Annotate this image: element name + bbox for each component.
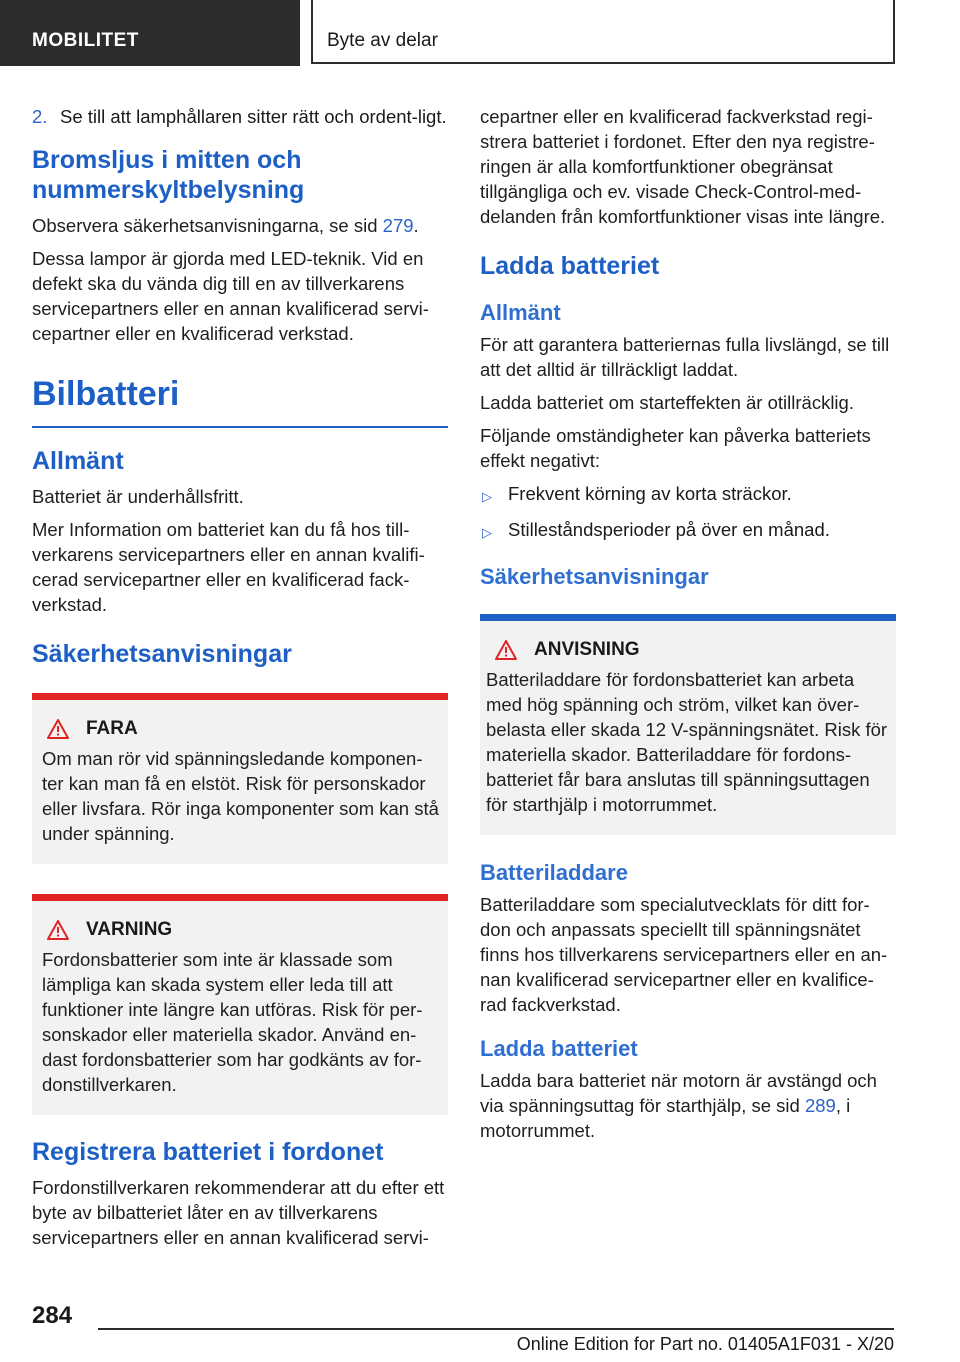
danger-text: Om man rör vid spänningsledande komponen-ter kan man få en elstöt. Risk för personskador eller livsfara. Rör inga komponenter som kan stå under spänning.	[42, 748, 439, 844]
warning-box	[32, 894, 448, 1115]
step-number: 2.	[32, 106, 48, 127]
notice-label: ANVISNING	[534, 639, 640, 660]
danger-header	[38, 718, 440, 740]
paragraph-text: .	[413, 215, 419, 236]
list-item-text: Stilleståndsperioder på över en månad.	[508, 519, 830, 540]
warning-text: Fordonsbatterier som inte är klassade som lämpliga kan skada system eller leda till att funktioner inte längre kan utföras. Risk för per-sonskador eller materiella skador. Använd en-dast fordonsbatterier som har godkänts av for-donstillverkaren.	[42, 949, 423, 1095]
heading-batteriladdare: Batteriladdare	[480, 860, 628, 885]
triangle-bullet-icon: ▷	[482, 525, 492, 540]
warning-triangle-icon	[494, 639, 518, 661]
step-text: Se till att lamphållaren sitter rätt och ordent-ligt.	[60, 106, 447, 127]
danger-box	[32, 693, 448, 864]
paragraph-batteriladdare: Batteriladdare som specialutvecklats för ditt for-don och anpassats speciellt till spänningsnätet finns hos tillverkarens servicepartners eller en an-nan kvalificerad servicepartner eller en kvalifice-rad fackverkstad.	[480, 894, 888, 1015]
heading-allmant: Allmänt	[32, 447, 124, 475]
section-tab: MOBILITET	[0, 0, 300, 66]
paragraph-led: Dessa lampor är gjorda med LED-teknik. Vid en defekt ska du vända dig till en av tillverkarens servicepartners eller en annan kvalificerad servi-cepartner eller en kvalificerad verkstad.	[32, 248, 429, 344]
heading-ladda-batteriet: Ladda batteriet	[480, 252, 660, 280]
warning-triangle-icon	[46, 919, 70, 941]
paragraph-ladda-bara	[480, 1068, 896, 1143]
heading-ladda-batteriet-2: Ladda batteriet	[480, 1036, 638, 1061]
footer-divider	[98, 1328, 894, 1330]
right-column	[480, 104, 896, 1151]
left-column	[32, 104, 448, 1258]
page-link-289[interactable]: 289	[804, 1095, 836, 1116]
footer-edition: Online Edition for Part no. 01405A1F031 - X/20	[516, 1334, 894, 1354]
notice-box	[480, 614, 896, 835]
paragraph-text: , i motorrummet.	[480, 1095, 851, 1141]
notice-text: Batteriladdare för fordonsbatteriet kan arbeta med hög spänning och ström, vilket kan över-belasta eller skada 12 V-spänningsnätet. Risk för materiella skador. Batteriladdare för fordons-batteriet får bara anslutas till spänningsuttagen för starthjälp i motorrummet.	[486, 669, 888, 815]
paragraph-registrera: Fordonstillverkaren rekommenderar att du efter ett byte av bilbatteriet låter en av tillverkarens servicepartners eller en annan kvalificerad servi-	[32, 1177, 445, 1248]
list-item	[480, 517, 896, 545]
heading-sakerhetsanvisningar-2: Säkerhetsanvisningar	[480, 564, 709, 589]
page-link-279[interactable]: 279	[382, 215, 414, 236]
list-item-text: Frekvent körning av korta sträckor.	[508, 483, 792, 504]
paragraph-underhall: Batteriet är underhållsfritt.	[32, 486, 244, 507]
paragraph-observera	[32, 213, 448, 238]
paragraph-garantera: För att garantera batteriernas fulla livslängd, se till att det alltid är tillräckligt laddat.	[480, 334, 890, 380]
paragraph-registrera-cont: cepartner eller en kvalificerad fackverkstad regi-strera batteriet i fordonet. Efter den nya registre-ringen är alla komfortfunktioner obegränsat tillgängliga och ev. visade Check-Control-med-delanden från komfortfunktioner visas inte längre.	[480, 106, 886, 227]
paragraph-mer-information: Mer Information om batteriet kan du få hos till-verkarens servicepartners eller en annan kvalifi-cerad servicepartner eller en kvalificerad fack-verkstad.	[32, 519, 425, 615]
heading-sakerhetsanvisningar: Säkerhetsanvisningar	[32, 640, 292, 668]
notice-header	[486, 639, 888, 661]
step-item	[32, 104, 448, 129]
chapter-title: Byte av delar	[311, 0, 895, 64]
warning-triangle-icon	[46, 718, 70, 740]
heading-bilbatteri: Bilbatteri	[32, 374, 448, 428]
warning-label: VARNING	[86, 919, 173, 940]
warning-header	[38, 919, 440, 941]
page-number: 284	[32, 1302, 73, 1329]
paragraph-ladda-om: Ladda batteriet om starteffekten är otillräcklig.	[480, 392, 854, 413]
paragraph-text: Ladda bara batteriet när motorn är avstängd och via spänningsuttag för starthjälp, se sid	[480, 1070, 877, 1116]
heading-allmant-2: Allmänt	[480, 300, 561, 325]
triangle-bullet-icon: ▷	[482, 489, 492, 504]
heading-bromsljus: Bromsljus i mitten och nummerskyltbelysning	[32, 146, 305, 204]
list-item	[480, 481, 896, 509]
paragraph-foljande: Följande omständigheter kan påverka batteriets effekt negativt:	[480, 425, 871, 471]
paragraph-text: Observera säkerhetsanvisningarna, se sid	[32, 215, 383, 236]
page-header	[0, 0, 960, 66]
danger-label: FARA	[86, 718, 138, 739]
heading-registrera: Registrera batteriet i fordonet	[32, 1138, 384, 1166]
